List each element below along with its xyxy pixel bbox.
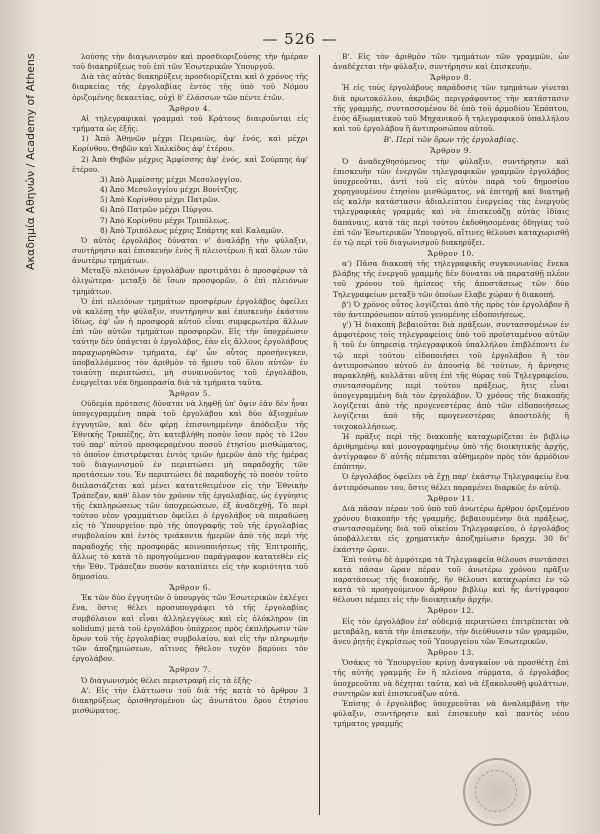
article-heading: Ἄρθρον 4.: [169, 103, 211, 113]
paragraph: 1) Ἀπὸ Ἀθηνῶν μέχρι Πειραιῶς, ἀφ' ἑνός, καὶ μέχρι Κορίνθου, Θηβῶν καὶ Χαλκίδος ἀφ' ἑτέρου.: [72, 134, 308, 154]
paragraph: Διὰ πᾶσαν πέραν τοῦ ὑπὸ τοῦ ἀνωτέρω ἄρθρου ὁριζομένου χρόνου διακοπὴν τῆς γραμμῆς, βεβαιουμένην διὰ πράξεως, συντασσομένης διὰ τοῦ οἰκείου Τηλεγραφείου, ὁ ἐργολάβος ὑποβάλλεται εἰς χρηματικὴν ἀποζημίωσιν δραχμ. 30 δι' ἑκάστην ὥραν.: [333, 503, 569, 554]
paragraph: Β'. Εἰς τὸν ἀριθμὸν τῶν τμημάτων τῶν γραμμῶν, ὧν ἀναδέχεται τὴν φύλαξιν, συντήρησιν καὶ ἐπισκευήν.: [333, 52, 569, 72]
paragraph: Ὁ αὐτὸς ἐργολάβος δύναται ν' ἀναλάβῃ τὴν φύλαξιν, συντήρησιν καὶ ἐπισκευὴν ἑνὸς ἢ πλειοτέρων ἢ καὶ ὅλων τῶν ἀνωτέρω τμημάτων.: [72, 235, 308, 266]
page-number: — 526 —: [262, 30, 338, 48]
article-heading: Ἄρθρον 5.: [169, 389, 211, 399]
paragraph: 2) Ἀπὸ Θηβῶν μέχρις Ἀμφίσσης ἀφ' ἑνός, καὶ Σούρπης ἀφ' ἑτέρου.: [72, 154, 308, 174]
right-text-column: [333, 52, 569, 822]
paragraph: Ἐκ τῶν δύο ἐγγυητῶν ὁ ὑπουργὸς τῶν Ἐσωτερικῶν ἐκλέγει ἕνα, ὅστις θέλει προσυπογράψει τὸ τῆς ἐργολαβίας συμβόλαιον καὶ εἶναι ἀλληλεγγύως καὶ εἰς ὁλόκληρον (in solidum) μετὰ τοῦ ἐργολάβου ὑπόχρεος πρὸς ἐκπλήρωσιν τῶν ὅρων τοῦ τῆς ἐργολαβίας συμβολαίου, καὶ εἰς τὴν πληρωμὴν τῶν ἀποζημιώσεων, αἵτινες ἤθελον τυχὸν βαρύνει τὸν ἐργολάβον.: [72, 593, 308, 664]
numbered-list: [72, 175, 308, 236]
article-heading: Ἄρθρον 6.: [169, 583, 211, 593]
archive-watermark-label: Ακαδημία Αθηνών / Academy of Athens: [24, 53, 37, 270]
list-item: 6) Ἀπὸ Πατρῶν μέχρι Πύργου.: [100, 205, 214, 215]
article-heading: Β'. Περὶ τῶν ὅρων τῆς ἐργολαβίας.: [383, 135, 519, 145]
list-item: 4) Ἀπὸ Μεσολογγίου μέχρι Βονίτζης.: [100, 185, 239, 195]
paragraph: Αἱ τηλεγραφικαὶ γραμμαὶ τοῦ Κράτους διαιροῦνται εἰς τμήματα ὡς ἑξῆς:: [72, 113, 308, 134]
paragraph: Ἐπὶ τούτῳ δὲ ἀμφότερα τὰ Τηλεγραφεῖα θέλουσι συντάσσει κατὰ πᾶσαν ὥραν πέραν τοῦ ἀνωτέρω χρόνου πρᾶξιν παρατάσεως τῆς διακοπῆς, ἣν θέλουσι καταχωρίσει ἐν τῷ κατὰ τὸ προηγούμενον ἄρθρον βιβλίῳ καὶ ἧς ἀντίγραφον θέλουσι πέμπει εἰς τὴν διοικητικὴν ἀρχήν.: [333, 554, 569, 605]
paragraph: Ἡ εἰς τοὺς ἐργολάβους παράδοσις τῶν τμημάτων γίνεται διὰ πρωτοκόλλου, ἀκριβῶς περιγράφοντος τὴν κατάστασιν τῆς γραμμῆς, συντασσομένου δὲ ὑπὸ τοῦ ἁρμοδίου Ἐπόπτου, ἑνὸς ἀξιωματικοῦ τοῦ Μηχανικοῦ ἢ τηλεγραφικοῦ ὑπαλλήλου καὶ τοῦ ἐργολάβου ἢ ἀντιπροσώπου αὐτοῦ.: [333, 83, 569, 134]
paragraph: Εἰς τὸν ἐργολάβον ἐπ' οὐδεμιᾷ περιπτώσει ἐπιτρέπεται νὰ μεταβάλῃ, κατὰ τὴν ἐπισκευήν, τὴν διεύθυνσιν τῶν γραμμῶν, ἄνευ ῥητῆς ἐγκρίσεως τοῦ Ὑπουργείου τῶν Ἐσωτερικῶν.: [333, 616, 569, 646]
article-heading: Ἄρθρον 12.: [427, 606, 475, 616]
list-item: 3) Ἀπὸ Ἀμφίσσης μέχρι Μεσολογγίου.: [100, 174, 242, 184]
article-heading: Ἄρθρον 10.: [427, 248, 475, 258]
paragraph: β') Ὁ χρόνος οὗτος λογίζεται ἀπὸ τῆς πρὸς τὸν ἐργολάβον ἢ τὸν ἀντιπρόσωπον αὐτοῦ γενομένης εἰδοποιήσεως.: [333, 299, 569, 319]
paragraph: Ὁ διαγωνισμὸς θέλει περιστραφῆ εἰς τὰ ἑξῆς·: [81, 675, 253, 685]
article-heading: Ἄρθρον 9.: [430, 146, 472, 156]
list-item: 8) Ἀπὸ Τριπόλεως μέχρις Σπάρτης καὶ Καλαμῶν.: [100, 225, 284, 235]
paragraph: Α'. Εἰς τὴν ἐλάττωσιν τοῦ διὰ τῆς κατὰ τὸ ἄρθρον 3 διακηρύξεως ὁρισθησομένου ὡς ἀνωτάτου ὅρου ἐτησίου μισθώματος.: [72, 685, 308, 715]
paragraph: Μεταξὺ πλειόνων ἐργολάβων προτιμᾶται ὁ προσφέρων τὰ ὀλιγώτερα· μεταξὺ δὲ ἴσων προσφορῶν, ὁ ἐπὶ πλειόνων τμημάτων.: [72, 266, 308, 296]
library-stamp-seal: [463, 758, 531, 826]
list-item: 5) Ἀπὸ Κορίνθου μέχρι Πατρῶν.: [100, 195, 220, 205]
paragraph: λούσης τὴν διαγωνισμὸν καὶ προσδιοριζούσης τὴν ἡμέραν τοῦ διακηρύξεως τοῦ ἐπὶ τῶν Ἐσωτερικῶν Ὑπουργοῦ.: [72, 52, 308, 72]
paragraph: Ὁσάκις τὸ Ὑπουργεῖον κρίνῃ ἀναγκαῖον νὰ προσθέτῃ ἐπὶ τῆς αὐτῆς γραμμῆς ἓν ἢ πλείονα σύρματα, ὁ ἐργολάβος ὑποχρεοῦται νὰ δέχηται ταῦτα, καὶ νὰ ἐξακολουθῇ φυλάττων, συντηρῶν καὶ ἐπισκευάζων αὐτά.: [333, 658, 569, 698]
article-heading: Ἄρθρον 8.: [430, 73, 472, 83]
paragraph: Ἐπίσης ὁ ἐργολάβος ὑποχρεοῦται νὰ ἀναλαμβάνῃ τὴν φύλαξιν, συντήρησιν καὶ ἐπισκευὴν καὶ παντὸς νέου τμήματος γραμμῆς: [333, 698, 569, 729]
paragraph: Ὁ ἐπὶ πλειόνων τμημάτων προσφέρων ἐργολάβος ὀφείλει νὰ καλέσῃ τὴν φύλαξιν, συντήρησιν καὶ ἐπισκευὴν ἑκάστου ἰδίως, ἐφ' ὧν ἡ προσφορὰ αὐτοῦ εἶναι συμφερωτέρα ἄλλων ἐπὶ τῶν αὐτῶν τμημάτων προσφορῶν. Εἰς τὴν ὑποχρέωσιν ταύτην δὲν ὑπάγεται ὁ ἐργολάβος, ἐὰν εἰς ἄλλους ἐργολάβους παραχωρηθῶσιν τμήματα, ἐφ' ὧν οὗτος προσήνεγκεν, ὑποβαλλόμενος τὸν ἀριθμὸν τὸ ἥμισυ τοῦ ὅλου αὐτῶν· ἐν τοιαύτῃ περιπτώσει, μὴ συναινοῦντος τοῦ ἐργολάβου, ἐνεργεῖται νέα δημοπρασία διὰ τὰ τμήματα ταῦτα.: [72, 296, 308, 387]
article-heading: Ἄρθρον 13.: [427, 648, 475, 658]
paragraph: Ὁ ἐργολάβος ὀφείλει νὰ ἔχῃ παρ' ἑκάστῳ Τηλεγραφείῳ ἕνα ἀντιπρόσωπον του, ὅστις θέλει παραμένει διαρκῶς ἐν αὐτῷ.: [333, 472, 569, 492]
paragraph: Ἡ πρᾶξις περὶ τῆς διακοπῆς καταχωρίζεται ἐν βιβλίῳ ἀριθμημένῳ καὶ μονογραφημένῳ ὑπὸ τῆς διοικητικῆς ἀρχῆς, ἀντίγραφον δ' αὐτῆς πέμπεται αὐθημερὸν πρὸς τὸν ἁρμόδιον ἐπόπτην.: [333, 431, 569, 472]
column-divider: [319, 55, 320, 815]
article-heading: Ἄρθρον 7.: [169, 665, 211, 675]
paragraph: γ') Ἡ διακοπὴ βεβαιοῦται διὰ πράξεων, συντασσομένων ἐν ἀμφοτέροις τοῖς τηλεγραφείοις ὑπὸ τοῦ προϊσταμένου αὐτῶν ἢ τοῦ ἐν ὑπηρεσίᾳ τηλεγραφικοῦ ὑπαλλήλου ἐπιβλέποντι ἐν τῷ περὶ τούτου εἰδοποιήσει τοῦ ἐργολάβου ἢ τὸν ἀντιπροσώπου αὐτοῦ ἐν ἀπουσίᾳ δὲ τούτων, ἡ ἄρνησις παρακληθῇ, κολλᾶται αὕτη ἐπὶ τῆς θύρας τοῦ Τηλεγραφείου, συντασσομένης περὶ τούτου πράξεως, ἥτις εἶναι ὑπογεγραμμένη διὰ τὸν ἐργολάβον. Ὁ χρόνος τῆς διακοπῆς λογίζεται ἀπὸ τῆς προγενεστέρας ἀπὸ τῶν εἰδοποιήσεως λογίζεται ἀπὸ τῆς προγενεστέρας ἀποστολῆς ἢ τοιχοκολλήσεως.: [333, 320, 569, 431]
paragraph: Διὰ τὰς αὐτὰς διακηρύξεις προσδιορίζεται καὶ ὁ χρόνος τῆς διαρκείας τῆς ἐργολαβίας ἐντὸς τῆς ὑπὸ τοῦ Νόμου ὁριζομένης δεκαετίας, οὐχὶ δ' ἐλάσσων τῶν πέντε ἐτῶν.: [72, 72, 308, 102]
list-item: 7) Ἀπὸ Κορίνθου μέχρι Τριπόλεως.: [100, 215, 230, 225]
left-text-column: [72, 52, 308, 822]
article-heading: Ἄρθρον 11.: [427, 493, 475, 503]
paragraph: Οὐδεμία πρότασις δύναται νὰ ληφθῇ ὑπ' ὄψιν ἐὰν δὲν ἦναι ὑπογεγραμμένη παρὰ τοῦ ἐργολάβου καὶ δύο ἀξιοχρέων ἐγγυητῶν, καὶ δὲν φέρῃ ἐπισυνημμένην ἀπόδειξιν τῆς Ἐθνικῆς Τραπέζης, ὅτι κατεβλήθη ποσὸν ἴσον πρὸς τὸ 12ον τοῦ παρ' αὐτοῦ προσφερομένου ποσοῦ ἐτησίου μισθώματος, τὸ ὁποῖον ἐπιστρέφεται ἐντὸς τριῶν ἡμερῶν ἀπὸ τῆς ἡμέρας τοῦ διαγωνισμοῦ ἐν περιπτώσει μὴ παραδοχῆς τῶν προτάσεων του. Ἐν περιπτώσει δὲ παραδοχῆς τὸ ποσὸν τοῦτο διπλασιάζεται καὶ μένει κατατεθειμένον εἰς τὴν Ἐθνικὴν Τράπεζαν, καθ' ὅλον τὸν χρόνον τῆς ἐργολαβίας, ὡς ἐγγύησις τῆς ἐκπληρώσεως τῶν ὑποχρεώσεων, ἐξ ἀναδεχθῇ. Τὸ περὶ τούτου νέον γραμμάτιον ὀφείλει ὁ ἐργολάβος νὰ παραδώσῃ εἰς τὸ Ὑπουργεῖον πρὸ τῆς ὑπογραφῆς τοῦ τῆς ἐργολαβίας συμβολαίου καὶ ἐντὸς τριάκοντα ἡμερῶν ἀπὸ τῆς περὶ τῆς παραδοχῆς τῆς προσφορᾶς κοινοποιήσεως τῆς Ἐπιτροπῆς, ἄλλως τὸ κατὰ τὸ προηγούμενον παράγραφον κατατεθὲν εἰς τὴν Ἐθν. Τράπεζαν ποσὸν καταπίπτει εἰς τὴν κυριότητα τοῦ δημοσίου.: [72, 399, 308, 581]
paragraph: Ὁ ἀναδεχθησόμενος τὴν φύλαξιν, συντήρησιν καὶ ἐπισκευὴν τῶν ἐνεργῶν τηλεγραφικῶν γραμμῶν ἐργολάβος ὑποχρεοῦται, ἀντὶ τοῦ εἰς αὐτὸν παρὰ τοῦ δημοσίου χορηγουμένου ἐτησίου μισθώματος, νὰ ἐπιτηρῇ καὶ διατηρῇ εἰς καλὴν κατάστασιν ἀδιαλείπτου ἐνεργείας τὰς ἐνεργοὺς τηλεγραφικὰς γραμμάς καὶ νὰ ἐπισκευάζῃ αὐτὰς ἰδίαις δαπάναις, κατὰ τὰς περὶ τούτου ἐκδοθησομένας ὁδηγίας τοῦ ἐπὶ τῶν Ἐσωτερικῶν Ὑπουργοῦ, αἵτινες θέλουσι καταχωρισθῆ ἐν τῷ περὶ τοῦ διαγωνισμοῦ διακηρύξει.: [333, 156, 569, 247]
paragraph: α') Πᾶσα διακοπὴ τῆς τηλεγραφικῆς συγκοινωνίας ἕνεκα βλάβης τῆς ἐνεργοῦ γραμμῆς δὲν δύναται νὰ παραταθῇ πλέον τοῦ χρόνου τοῦ ἡμίσεος τῆς ἀποστάσεως τῶν δύο Τηλεγραφείων μεταξὺ τῶν ὁποίων ἔλαβε χώραν ἡ διακοπή.: [333, 259, 569, 299]
